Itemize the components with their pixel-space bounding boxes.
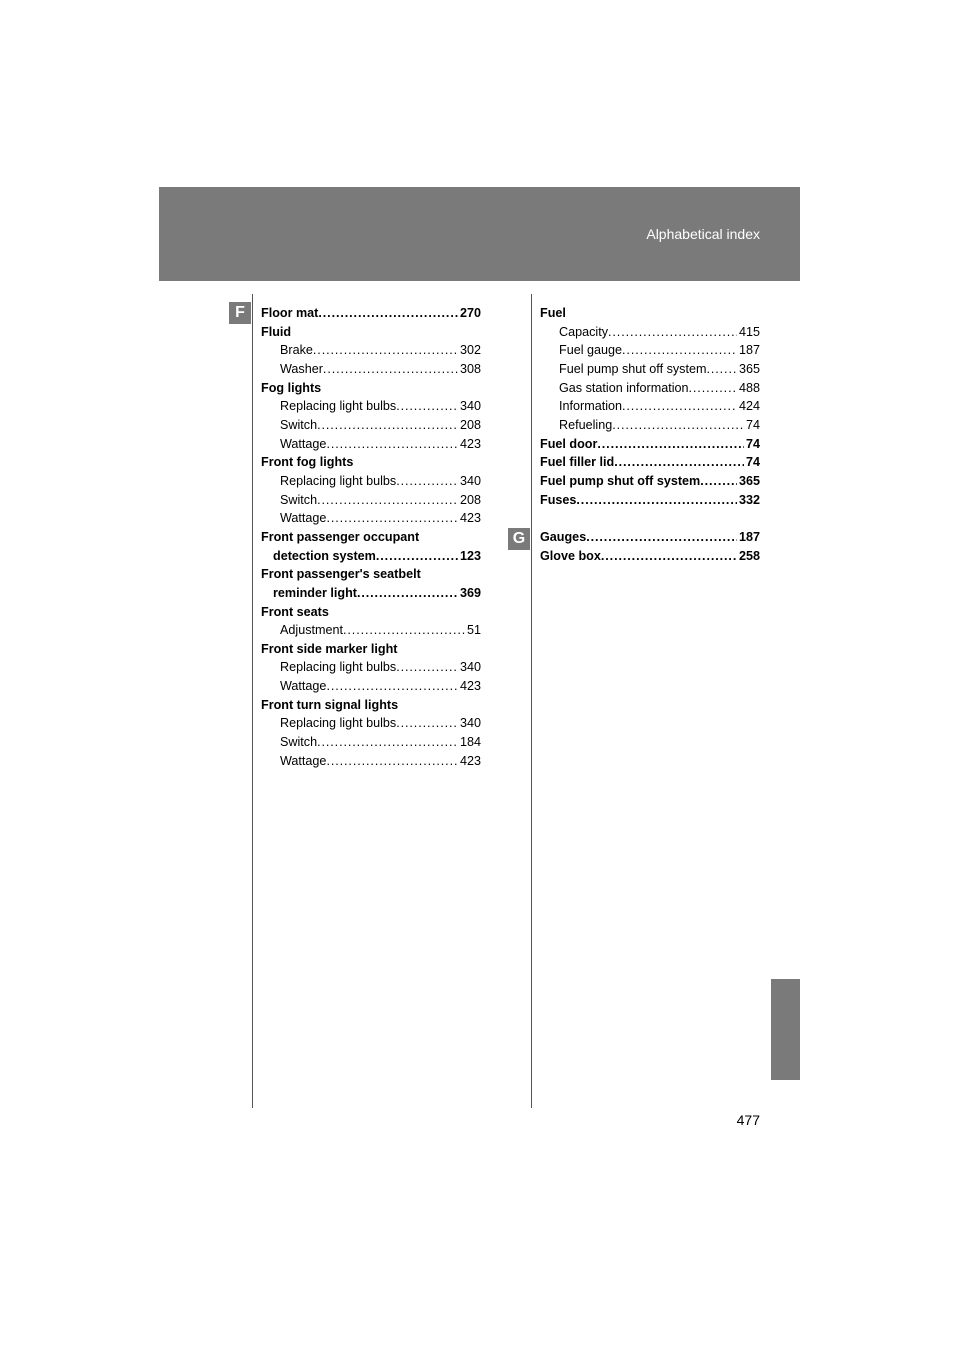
index-subentry: Switch . . . 208 [261,491,481,510]
index-entry: Front passenger occupant [261,529,420,544]
index-entry: Fuel [540,306,566,320]
section-letter-g: G [508,528,530,550]
index-subentry: Washer . . . 308 [261,360,481,379]
index-subentry: Information . . . 424 [540,397,760,416]
index-column-right [540,304,760,566]
index-subentry: Refueling . . . 74 [540,416,760,435]
index-column-left [261,304,481,770]
index-entry: Gauges . . . 187 [540,528,760,547]
index-entry: Front fog lights [261,455,354,470]
index-subentry: Switch . . . 184 [261,733,481,752]
index-entry: Fuel door . . . 74 [540,435,760,454]
index-entry: reminder light . . . 369 [261,584,481,603]
index-entry: Floor mat . . . 270 [261,304,481,323]
index-subentry: Replacing light bulbs . . . 340 [261,472,481,491]
index-entry: Glove box . . . 258 [540,547,760,566]
index-entry: Front side marker light [261,641,398,656]
index-entry: Fuel pump shut off system . . . 365 [540,472,760,491]
index-entry: Fog lights [261,380,322,395]
side-thumb-tab [771,979,800,1080]
column-divider-right [531,294,532,1108]
index-entry: Front passenger's seatbelt [261,567,421,582]
index-subentry: Replacing light bulbs . . . 340 [261,658,481,677]
section-gap [540,509,760,528]
page-header [159,187,800,281]
index-subentry: Brake . . . 302 [261,341,481,360]
index-entry: Front turn signal lights [261,697,399,712]
index-entry: Fuses . . . 332 [540,491,760,510]
index-subentry: Replacing light bulbs . . . 340 [261,397,481,416]
index-subentry: Wattage . . . 423 [261,435,481,454]
index-subentry: Adjustment . . . 51 [261,621,481,640]
column-divider-left [252,294,253,1108]
index-subentry: Replacing light bulbs . . . 340 [261,714,481,733]
index-subentry: Fuel gauge . . . 187 [540,341,760,360]
index-subentry: Wattage . . . 423 [261,509,481,528]
page-number: 477 [736,1112,760,1128]
index-subentry: Wattage . . . 423 [261,752,481,771]
index-entry: Front seats [261,604,329,619]
index-entry: Fuel filler lid . . . 74 [540,453,760,472]
index-subentry: Fuel pump shut off system . . . 365 [540,360,760,379]
index-subentry: Wattage . . . 423 [261,677,481,696]
index-subentry: Capacity . . . 415 [540,323,760,342]
index-subentry: Switch . . . 208 [261,416,481,435]
header-title: Alphabetical index [646,226,760,242]
index-entry: Fluid [261,324,292,339]
index-subentry: Gas station information . . . 488 [540,379,760,398]
section-letter-f: F [229,302,251,324]
index-entry: detection system . . . 123 [261,547,481,566]
